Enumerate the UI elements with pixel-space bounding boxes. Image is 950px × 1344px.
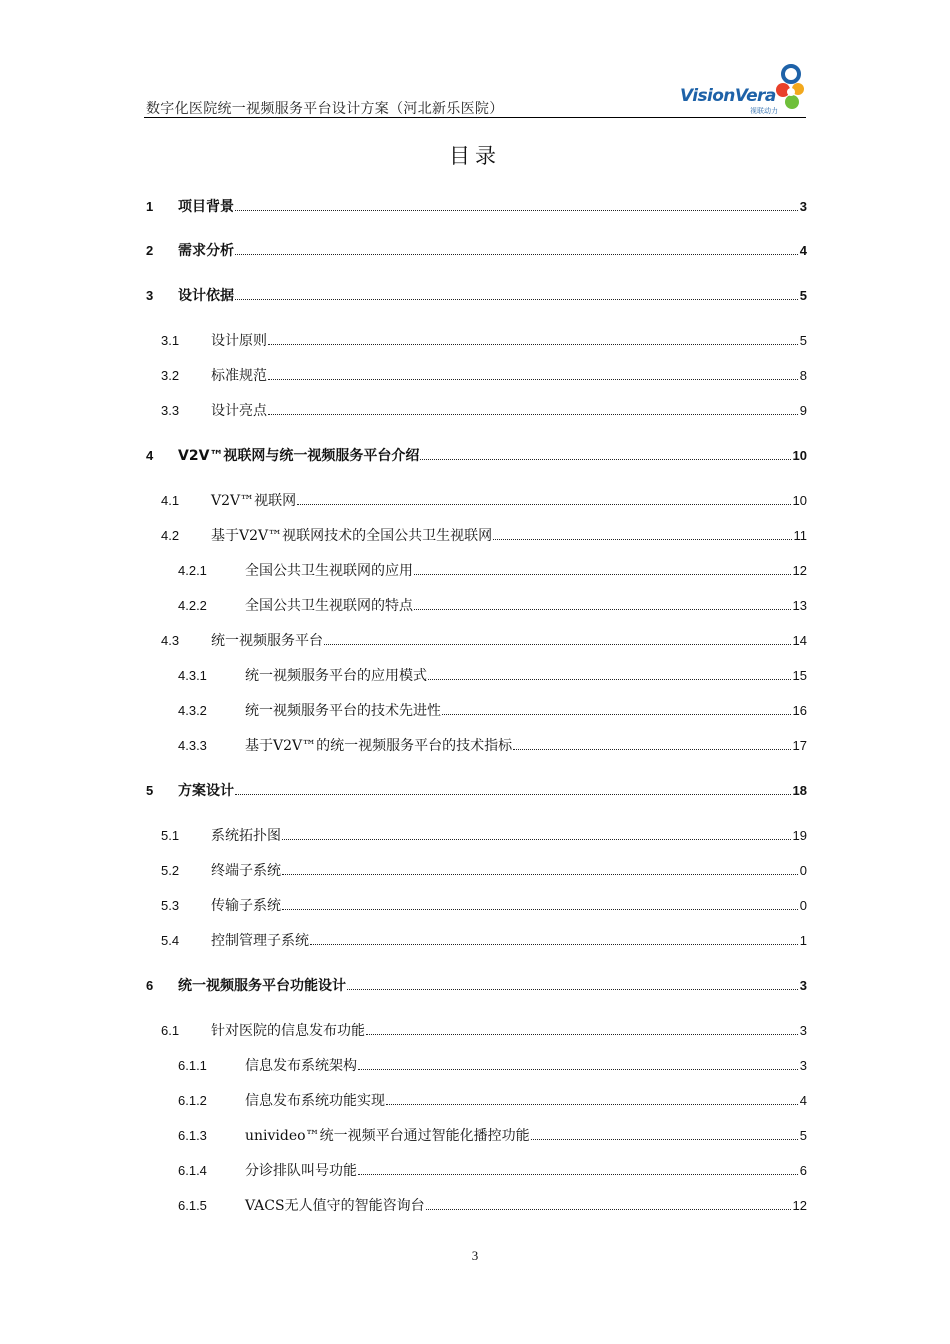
toc-dot-leader xyxy=(282,908,798,910)
toc-entry-number: 6.1.5 xyxy=(178,1198,207,1213)
toc-entry-page: 14 xyxy=(792,633,807,648)
toc-entry-page: 17 xyxy=(792,738,807,753)
toc-title: 目录 xyxy=(449,144,501,168)
toc-entry-title: 统一视频服务平台功能设计 xyxy=(178,978,346,994)
toc-entry-number: 4.1 xyxy=(161,493,180,508)
toc-dot-leader xyxy=(310,943,798,945)
toc-entry-title: VACS无人值守的智能咨询台 xyxy=(245,1198,425,1214)
toc-entry[interactable] xyxy=(161,526,807,546)
toc-entry-title: V2V™视联网 xyxy=(211,493,297,509)
toc-entry-number: 2 xyxy=(146,243,154,258)
toc-dot-leader xyxy=(531,1138,798,1140)
toc-entry-title: 全国公共卫生视联网的特点 xyxy=(245,598,413,614)
toc-entry-number: 1 xyxy=(146,199,154,214)
toc-entry-page: 8 xyxy=(799,368,807,383)
toc-entry-page: 5 xyxy=(799,333,807,348)
toc-entry-title: 统一视频服务平台 xyxy=(211,633,323,649)
toc-entry-page: 6 xyxy=(799,1163,807,1178)
toc-entry-title: 终端子系统 xyxy=(211,863,281,879)
toc-entry-title: 需求分析 xyxy=(178,243,234,259)
toc-entry-number: 5.3 xyxy=(161,898,180,913)
toc-entry[interactable] xyxy=(178,1056,807,1076)
toc-dot-leader xyxy=(420,458,790,460)
toc-dot-leader xyxy=(235,298,798,300)
header-title: 数字化医院统一视频服务平台设计方案（河北新乐医院） xyxy=(146,101,504,117)
toc-entry[interactable] xyxy=(146,781,807,801)
toc-entry-title: 传输子系统 xyxy=(211,898,281,914)
toc-entry[interactable] xyxy=(146,446,807,466)
toc-entry-page: 12 xyxy=(792,563,807,578)
toc-dot-leader xyxy=(493,538,791,540)
toc-dot-leader xyxy=(358,1068,798,1070)
toc-entry-page: 18 xyxy=(792,783,807,798)
toc-entry-title: 统一视频服务平台的技术先进性 xyxy=(245,703,441,719)
toc-entry[interactable] xyxy=(161,491,807,511)
toc-entry-page: 4 xyxy=(799,1093,807,1108)
visionvera-logo xyxy=(680,64,810,116)
toc-entry-title: 基于V2V™的统一视频服务平台的技术指标 xyxy=(245,738,513,754)
toc-entry[interactable] xyxy=(178,596,807,616)
toc-entry-title: 针对医院的信息发布功能 xyxy=(211,1023,365,1039)
toc-dot-leader xyxy=(268,343,798,345)
toc-dot-leader xyxy=(235,793,791,795)
toc-entry-title: V2V™视联网与统一视频服务平台介绍 xyxy=(178,448,420,464)
toc-entry-title: 控制管理子系统 xyxy=(211,933,309,949)
toc-entry[interactable] xyxy=(161,331,807,351)
toc-entry[interactable] xyxy=(161,366,807,386)
toc-entry-number: 3.2 xyxy=(161,368,180,383)
logo-wordmark: VisionVera xyxy=(680,86,776,106)
toc-dot-leader xyxy=(428,678,791,680)
toc-entry[interactable] xyxy=(146,241,807,261)
toc-entry-page: 13 xyxy=(792,598,807,613)
toc-dot-leader xyxy=(282,873,798,875)
page-number: 3 xyxy=(471,1248,479,1263)
toc-dot-leader xyxy=(268,413,798,415)
toc-entry-number: 4.2.2 xyxy=(178,598,207,613)
toc-entry-number: 6.1.3 xyxy=(178,1128,207,1143)
toc-entry[interactable] xyxy=(178,1196,807,1216)
toc-entry[interactable] xyxy=(146,286,807,306)
toc-entry-title: 基于V2V™视联网技术的全国公共卫生视联网 xyxy=(211,528,493,544)
toc-dot-leader xyxy=(386,1103,798,1105)
toc-entry[interactable] xyxy=(178,666,807,686)
toc-entry-page: 11 xyxy=(793,528,807,543)
toc-entry-page: 1 xyxy=(799,933,807,948)
toc-entry-number: 4.3.1 xyxy=(178,668,207,683)
toc-entry-number: 6.1.1 xyxy=(178,1058,207,1073)
toc-entry[interactable] xyxy=(161,861,807,881)
toc-entry[interactable] xyxy=(178,701,807,721)
toc-dot-leader xyxy=(268,378,798,380)
toc-entry-page: 5 xyxy=(799,288,807,303)
toc-entry-title: 设计依据 xyxy=(178,288,234,304)
toc-entry[interactable] xyxy=(178,561,807,581)
toc-entry-title: 分诊排队叫号功能 xyxy=(245,1163,357,1179)
toc-dot-leader xyxy=(297,503,790,505)
toc-entry-number: 4.3.3 xyxy=(178,738,207,753)
toc-entry-number: 5.4 xyxy=(161,933,180,948)
toc-entry-number: 6.1 xyxy=(161,1023,180,1038)
toc-entry-number: 3 xyxy=(146,288,154,303)
header-rule xyxy=(144,117,806,118)
toc-entry-page: 3 xyxy=(799,978,807,993)
toc-entry[interactable] xyxy=(178,1161,807,1181)
toc-entry-title: 设计原则 xyxy=(211,333,267,349)
toc-entry-title: 全国公共卫生视联网的应用 xyxy=(245,563,413,579)
toc-entry-page: 9 xyxy=(799,403,807,418)
toc-entry-page: 19 xyxy=(792,828,807,843)
toc-entry[interactable] xyxy=(161,401,807,421)
toc-entry[interactable] xyxy=(161,931,807,951)
toc-entry-number: 4.3.2 xyxy=(178,703,207,718)
toc-entry[interactable] xyxy=(146,976,807,996)
toc-entry-page: 5 xyxy=(799,1128,807,1143)
toc-entry-page: 4 xyxy=(799,243,807,258)
toc-entry-page: 3 xyxy=(799,1058,807,1073)
toc-entry-page: 0 xyxy=(799,898,807,913)
toc-dot-leader xyxy=(426,1208,791,1210)
logo-flower-icon xyxy=(774,64,808,112)
toc-entry-page: 3 xyxy=(799,199,807,214)
toc-dot-leader xyxy=(442,713,791,715)
toc-entry-number: 3.1 xyxy=(161,333,180,348)
toc-entry-number: 3.3 xyxy=(161,403,180,418)
toc-dot-leader xyxy=(324,643,791,645)
toc-entry-page: 0 xyxy=(799,863,807,878)
toc-entry[interactable] xyxy=(161,1021,807,1041)
toc-entry[interactable] xyxy=(178,736,807,756)
toc-entry-title: 方案设计 xyxy=(178,783,234,799)
toc-entry-number: 4.3 xyxy=(161,633,180,648)
toc-entry-page: 16 xyxy=(792,703,807,718)
toc-dot-leader xyxy=(235,209,798,211)
toc-dot-leader xyxy=(282,838,791,840)
toc-entry-number: 4.2 xyxy=(161,528,180,543)
toc-entry[interactable] xyxy=(178,1126,807,1146)
logo-subtitle: 视联动力 xyxy=(750,107,778,115)
toc-entry-title: 项目背景 xyxy=(178,199,234,215)
toc-entry-number: 5.1 xyxy=(161,828,180,843)
toc-entry[interactable] xyxy=(161,631,807,651)
toc-entry-title: 标准规范 xyxy=(211,368,267,384)
toc-entry[interactable] xyxy=(161,826,807,846)
toc-entry-page: 15 xyxy=(792,668,807,683)
toc-entry-title: 信息发布系统功能实现 xyxy=(245,1093,385,1109)
toc-entry-number: 6.1.2 xyxy=(178,1093,207,1108)
toc-entry-number: 6 xyxy=(146,978,154,993)
toc-dot-leader xyxy=(358,1173,798,1175)
toc-entry-number: 6.1.4 xyxy=(178,1163,207,1178)
toc-dot-leader xyxy=(235,253,798,255)
toc-entry-number: 5.2 xyxy=(161,863,180,878)
toc-entry-title: 系统拓扑图 xyxy=(211,828,281,844)
toc-entry-title: 信息发布系统架构 xyxy=(245,1058,357,1074)
toc-entry-page: 3 xyxy=(799,1023,807,1038)
toc-entry-number: 4.2.1 xyxy=(178,563,207,578)
toc-entry-number: 5 xyxy=(146,783,154,798)
toc-dot-leader xyxy=(513,748,790,750)
toc-dot-leader xyxy=(347,988,798,990)
toc-entry[interactable] xyxy=(178,1091,807,1111)
toc-entry-page: 10 xyxy=(792,448,807,463)
toc-entry-title: 设计亮点 xyxy=(211,403,267,419)
toc-entry-title: 统一视频服务平台的应用模式 xyxy=(245,668,427,684)
toc-entry-page: 12 xyxy=(792,1198,807,1213)
toc-dot-leader xyxy=(414,608,791,610)
toc-entry-title: univideo™统一视频平台通过智能化播控功能 xyxy=(245,1128,530,1144)
toc-entry-number: 4 xyxy=(146,448,154,463)
toc-dot-leader xyxy=(414,573,791,575)
toc-dot-leader xyxy=(366,1033,798,1035)
toc-entry[interactable] xyxy=(161,896,807,916)
toc-entry-page: 10 xyxy=(792,493,807,508)
toc-entry[interactable] xyxy=(146,197,807,217)
